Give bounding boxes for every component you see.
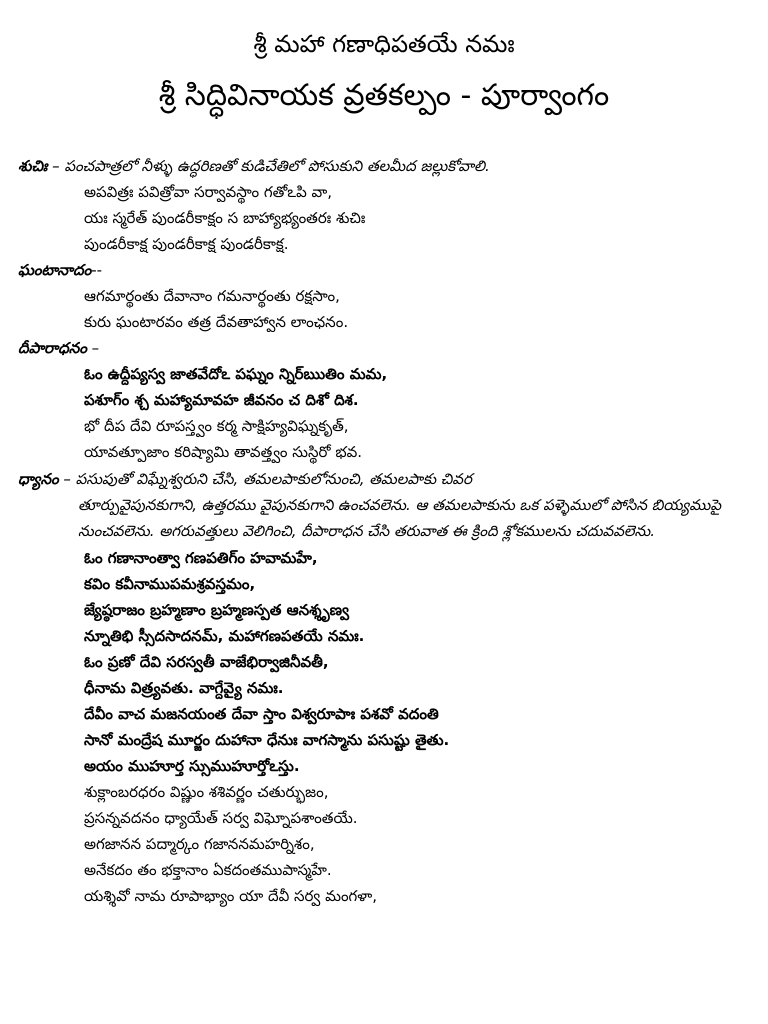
verse-line: ఆగమార్థంతు దేవానాం గమనార్థంతు రక్షసాం, (84, 287, 340, 305)
instruction-dhyanam-continued: తూర్పువైపునకుగాని, ఉత్తరము వైపునకుగాని ఉంచవలెను. ఆ తమలపాకును ఒక పళ్ళెములో పోసిన బియ్యముపై నుంచవలెను. అగరువత్తులు వెలిగించి, దీపారాధన చేసి తరువాత ఈ క్రింది శ్లోకములను చదువవలెను. (78, 496, 722, 540)
instruction-shuchi: – పంచపాత్రలో నీళ్ళు ఉద్ధరిణతో కుడిచేతిలో పోసుకుని తలమీద జల్లుకోవాలి. (47, 157, 490, 175)
mantra-line: ఓం ఉద్దీప్యస్వ జాతవేదోఽ పఘ్నం న్నిర్‌ఋతిం మమ, (84, 365, 388, 383)
page-title-invocation: శ్రీ మహా గణాధిపతయే నమః (253, 30, 515, 58)
mantra-line: కవిం కవీనాముపమశ్రవస్తమం, (84, 575, 256, 593)
verse-line: యశ్శివో నామ రూపాభ్యాం యా దేవీ సర్వ మంగళా, (84, 887, 378, 905)
instruction-dhyanam: – పసుపుతో విఘ్నేశ్వరుని చేసి, తమలపాకులోనుంచి, తమలపాకు చివర (58, 470, 472, 488)
section-dhyanam (18, 466, 758, 492)
mantra-line: ఓం గణానాంత్వా గణపతిగ్ం హవామహే, (84, 549, 318, 567)
verse-line: భో దీప దేవి రూపస్త్వం కర్మ సాక్షిహ్యవిఘ్నకృత్, (84, 417, 349, 435)
document-body (18, 152, 758, 910)
verse-line: ప్రసన్నవదనం ధ్యాయేత్ సర్వ విఘ్నోపశాంతయే. (84, 809, 358, 827)
mantra-line: ఓం ప్రణో దేవి సరస్వతీ వాజేభిర్వాజినీవతీ, (84, 653, 329, 671)
section-heading-dhyanam: ధ్యానం (18, 470, 59, 488)
section-heading-ghantanadam: ఘంటానాదం (18, 261, 92, 279)
mantra-line: పశూగ్ం శ్చ మహ్యామావహ జీవనం చ దిశో దిశ. (84, 391, 359, 409)
verse-line: శుక్లాంబరధరం విష్ణుం శశివర్ణం చతుర్భుజం, (84, 783, 329, 801)
section-deeparadhanam (18, 336, 758, 360)
verse-line: అపవిత్రః పవిత్రోవా సర్వావస్థాం గతోఽపి వా, (84, 183, 333, 201)
mantra-line: సానో మంద్రేష మూర్జం దుహానా ధేనుః వాగస్మాను పసుష్టు తైతు. (84, 731, 450, 749)
mantra-line: జ్యేష్ఠరాజం బ్రహ్మణాం బ్రహ్మణస్పత ఆనశ్శృణ్వ (84, 601, 349, 619)
verse-line: యః స్మరేత్ పుండరీకాక్షం స బాహ్యాభ్యంతరః శుచిః (84, 209, 366, 227)
verse-line: పుండరీకాక్ష పుండరీకాక్ష పుండరీకాక్ష. (84, 235, 289, 253)
mantra-line: దేవీం వాచ మజనయంత దేవా స్తాం విశ్వరూపాః పశవో వదంతి (84, 705, 439, 723)
heading-suffix: – (86, 339, 100, 357)
verse-line: అగజానన పద్మార్కం గజాననమహర్నిశం, (84, 835, 315, 853)
verse-line: అనేకదం తం భక్తానాం ఏకదంతముపాస్మహే. (84, 861, 332, 879)
section-heading-shuchi: శుచిః (18, 157, 48, 175)
mantra-line: ధీనామ విత్ర్యవతు. వాగ్దేవ్యై నమః. (84, 679, 284, 697)
section-ghantanadam (18, 258, 758, 282)
section-heading-deeparadhanam: దీపారాధనం (18, 339, 87, 357)
mantra-line: న్నూతిభి స్సీదసాదనమ్, మహాగణపతయే నమః. (84, 627, 365, 645)
verse-line: యావత్పూజాం కరిష్యామి తావత్త్వం సుస్థిరో భవ. (84, 443, 363, 461)
page-title: శ్రీ సిద్ధివినాయక వ్రతకల్పం - పూర్వాంగం (158, 78, 610, 113)
verse-line: కురు ఘంటారవం తత్ర దేవతాహ్వాన లాంఛనం. (84, 313, 349, 331)
heading-suffix: -- (91, 261, 103, 279)
mantra-line: అయం ముహూర్త స్సుముహూర్తోఽస్తు. (84, 757, 300, 775)
section-shuchi (18, 154, 758, 178)
